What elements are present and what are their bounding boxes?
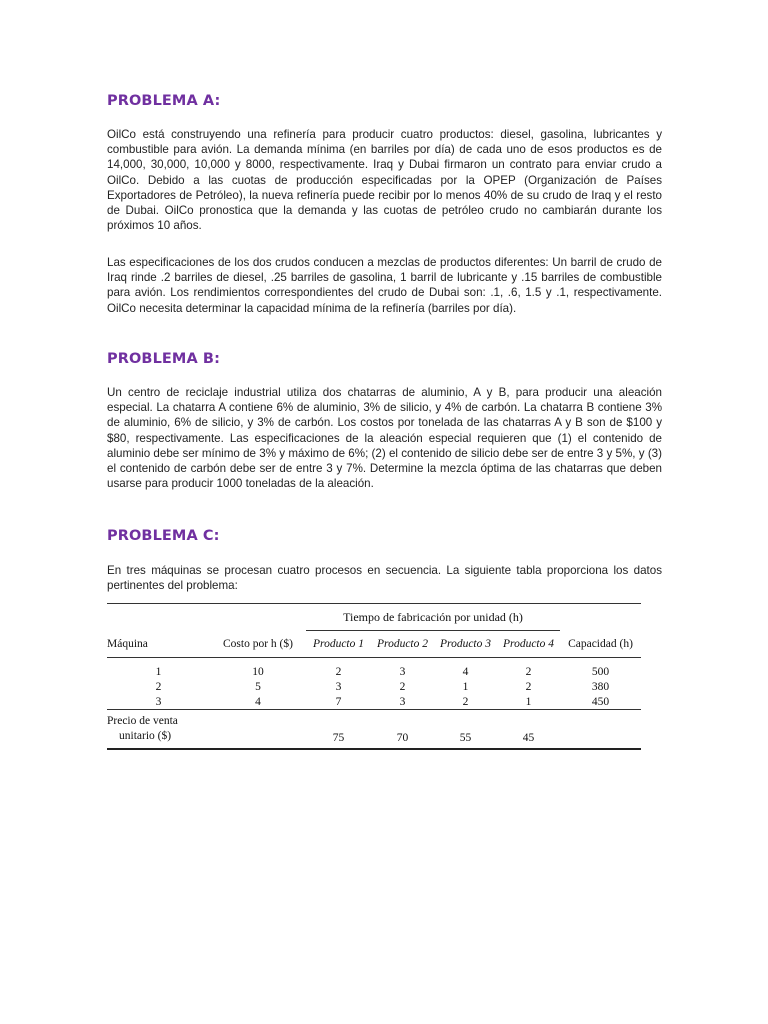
problem-a-paragraph-1: OilCo está construyendo una refinería para producir cuatro productos: diesel, gasolina, lubricantes y combustible para avión. La demanda mínima (en barriles por día) de cada uno de esos productos es de 14,000, 30,000, 10,000 y 8000, respectivamente. Iraq y Dubai firmaron un contrato para enviar crudo a OilCo. Debido a las cuotas de producción especificadas por la OPEP (Organización de Países Exportadores de Petróleo), la nueva refinería puede recibir por lo menos 40% de su crudo de Iraq y el resto de Dubai. OilCo pronostica que la demanda y las cuotas de petróleo crudo no cambiarán durante los próximos 10 años. — [107, 128, 662, 233]
price-row — [107, 714, 641, 744]
row-product-4: 2 — [525, 680, 532, 693]
problem-a-title: PROBLEMA A: — [107, 93, 221, 109]
header-product-1: Producto 1 — [313, 638, 364, 650]
row-cost: 5 — [255, 680, 261, 693]
row-product-1: 2 — [335, 665, 342, 678]
problem-c-paragraph: En tres máquinas se procesan cuatro procesos en secuencia. La siguiente tabla proporciona los datos pertinentes del problema: — [107, 564, 662, 593]
row-capacity: 380 — [591, 680, 610, 693]
header-machine: Máquina — [107, 637, 148, 650]
table-row — [107, 664, 641, 679]
problem-a-paragraph-2: Las especificaciones de los dos crudos conducen a mezclas de productos diferentes: Un barril de crudo de Iraq rinde .2 barriles de diesel, .25 barriles de gasolina, 1 barril de lubricante y .15 barriles de combustible para avión. Los rendimientos correspondientes del crudo de Dubai son: .1, .6, 1.5 y .1, respectivamente. OilCo necesita determinar la capacidad mínima de la refinería (barriles por día). — [107, 256, 662, 315]
production-table — [107, 603, 641, 750]
problem-b-title: PROBLEMA B: — [107, 351, 220, 367]
price-label-line-2: unitario ($) — [119, 730, 172, 742]
row-machine: 1 — [155, 665, 162, 678]
row-product-2: 2 — [399, 680, 406, 693]
row-cost: 10 — [252, 665, 264, 678]
problem-b-paragraph: Un centro de reciclaje industrial utiliza dos chatarras de aluminio, A y B, para producir una aleación especial. La chatarra A contiene 6% de aluminio, 3% de silicio, y 4% de carbón. La chatarra B contiene 3% de aluminio, 6% de silicio, y 3% de carbón. Los costos por tonelada de las chatarras A y B son de $100 y $80, respectivamente. Las especificaciones de la aleación especial requieren que (1) el contenido de aluminio debe ser mínimo de 3% y máximo de 6%; (2) el contenido de silicio debe ser de entre 3 y 5%, y (3) el contenido de carbón debe ser de entre 3 y 7%. Determine la mezcla óptima de las chatarras que deben usarse para producir 1000 toneladas de la aleación. — [107, 386, 662, 491]
table-row — [107, 694, 641, 710]
header-cost: Costo por h ($) — [223, 637, 293, 650]
row-product-4: 1 — [525, 695, 532, 708]
row-capacity: 450 — [591, 695, 610, 708]
header-product-3: Producto 3 — [440, 638, 491, 650]
row-product-4: 2 — [525, 665, 532, 678]
row-product-2: 3 — [399, 665, 406, 678]
table-group-header: Tiempo de fabricación por unidad (h) — [306, 604, 560, 631]
row-product-1: 7 — [335, 695, 342, 708]
price-product-1: 75 — [332, 732, 345, 744]
row-product-1: 3 — [335, 680, 342, 693]
problem-c-title: PROBLEMA C: — [107, 528, 220, 544]
header-product-2: Producto 2 — [377, 638, 428, 650]
row-product-3: 1 — [462, 680, 469, 693]
price-product-4: 45 — [522, 732, 535, 744]
header-capacity: Capacidad (h) — [568, 637, 633, 650]
price-product-3: 55 — [459, 732, 472, 744]
row-machine: 2 — [155, 680, 162, 693]
row-machine: 3 — [155, 695, 162, 708]
row-product-2: 3 — [399, 695, 406, 708]
row-cost: 4 — [255, 695, 261, 708]
price-product-2: 70 — [396, 732, 409, 744]
row-product-3: 2 — [462, 695, 469, 708]
price-label-line-1: Precio de venta — [107, 715, 178, 727]
row-capacity: 500 — [591, 665, 610, 678]
row-product-3: 4 — [462, 665, 469, 678]
table-row — [107, 679, 641, 694]
price-label — [107, 714, 210, 744]
header-product-4: Producto 4 — [503, 638, 554, 650]
